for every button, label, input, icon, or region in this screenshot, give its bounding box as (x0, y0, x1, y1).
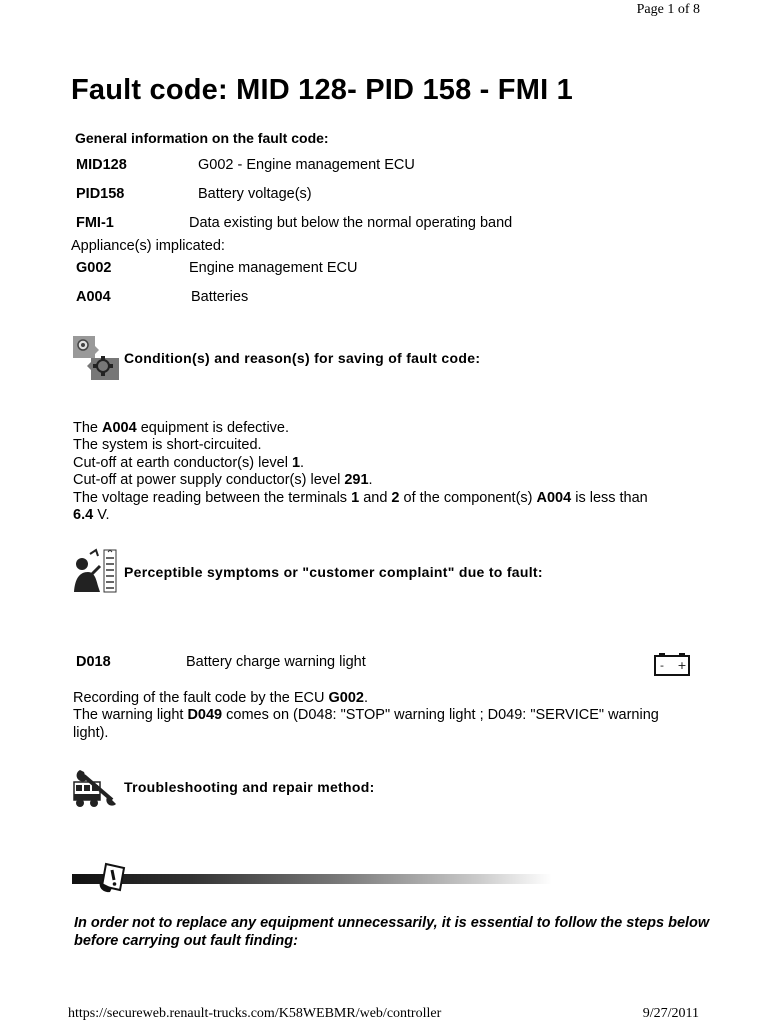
appliance-code: G002 (76, 260, 112, 276)
appliance-desc: Engine management ECU (189, 260, 358, 276)
info-desc: G002 - Engine management ECU (198, 157, 415, 173)
appliance-row (76, 289, 696, 309)
info-code: MID128 (76, 157, 127, 173)
condition-line: Cut-off at earth conductor(s) level 1. (73, 454, 305, 471)
info-row-mid (76, 157, 696, 177)
info-code: PID158 (76, 186, 125, 202)
symptoms-heading: Perceptible symptoms or "customer complaint" due to fault: (124, 564, 543, 580)
battery-plus: + (677, 659, 687, 672)
page-number: Page 1 of 8 (636, 2, 700, 17)
gears-icon (73, 336, 119, 380)
symptoms-text (73, 690, 693, 742)
info-row-fmi (76, 215, 696, 235)
warning-hand-icon (98, 862, 128, 894)
battery-warning-icon (654, 652, 690, 676)
warning-line: The warning light D049 comes on (D048: "STOP" warning light ; D049: "SERVICE" warning light). (73, 707, 659, 741)
general-info-heading: General information on the fault code: (75, 130, 329, 146)
troubleshooting-heading: Troubleshooting and repair method: (124, 779, 375, 795)
footer-date: 9/27/2011 (642, 1006, 699, 1021)
conditions-heading: Condition(s) and reason(s) for saving of fault code: (124, 350, 481, 366)
caution-divider (72, 874, 552, 884)
appliance-desc: Batteries (191, 289, 249, 305)
page-title: Fault code: MID 128- PID 158 - FMI 1 (71, 74, 573, 106)
symptom-code: D018 (76, 654, 111, 670)
appliance-row (76, 260, 696, 280)
wrench-truck-icon (72, 766, 120, 808)
info-code: FMI-1 (76, 215, 114, 231)
driver-complaint-icon (72, 548, 118, 594)
condition-line: The system is short-circuited. (73, 437, 262, 454)
recording-line: Recording of the fault code by the ECU G002. (73, 690, 369, 706)
voltage-line: The voltage reading between the terminals 1 and 2 of the component(s) A004 is less than 6.4 V. (73, 489, 648, 524)
caution-text: In order not to replace any equipment unnecessarily, it is essential to follow the steps below before carrying out fault finding: (74, 915, 710, 949)
symptom-desc: Battery charge warning light (186, 654, 366, 670)
symptom-row (76, 654, 696, 674)
info-row-pid (76, 186, 696, 206)
battery-minus: - (660, 659, 664, 672)
appliance-code: A004 (76, 289, 111, 305)
conditions-text (73, 420, 693, 524)
info-desc: Data existing but below the normal operating band (189, 215, 513, 231)
condition-line: Cut-off at power supply conductor(s) level 291. (73, 472, 373, 489)
footer-url[interactable]: https://secureweb.renault-trucks.com/K58WEBMR/web/controller (68, 1006, 442, 1021)
info-desc: Battery voltage(s) (198, 186, 312, 202)
appliances-label: Appliance(s) implicated: (71, 238, 225, 254)
condition-line: The A004 equipment is defective. (73, 420, 290, 436)
